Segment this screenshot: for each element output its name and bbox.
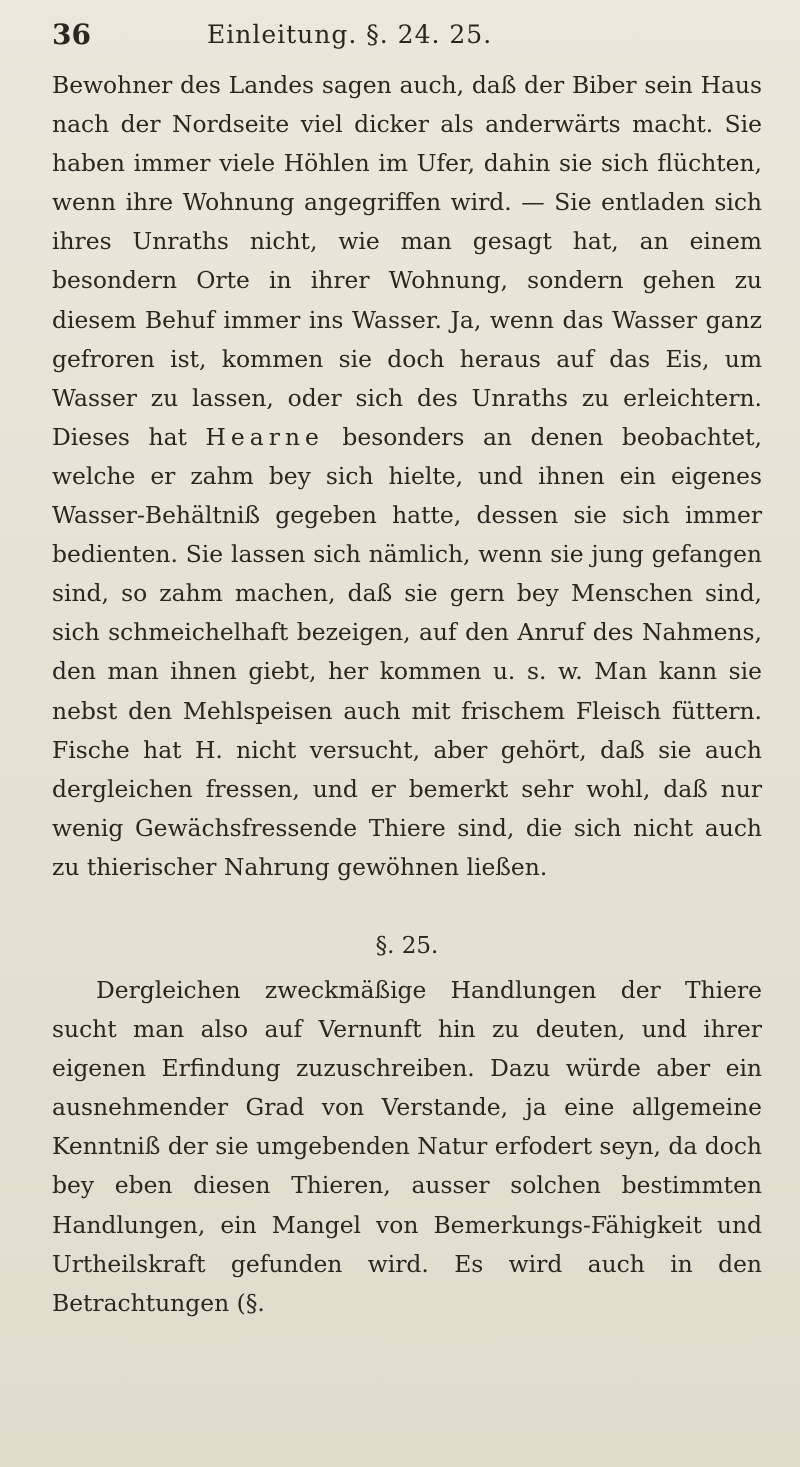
paragraph-1 bbox=[52, 66, 762, 887]
paragraph-2: Dergleichen zweckmäßige Handlungen der Thiere sucht man also auf Vernunft hin zu deuten, und ihrer eigenen Erfindung zuzuschreiben. Dazu würde aber ein ausnehmender Grad von Verstande, ja eine allgemeine Kenntniß der sie umgebenden Natur erfodert seyn, da doch bey eben diesen Thieren, ausser solchen bestimmten Handlungen, ein Mangel von Bemerkungs-Fähigkeit und Urtheilskraft gefunden wird. Es wird auch in den Betrachtungen (§. bbox=[52, 975, 762, 1317]
paragraph-1-text-b: besonders an denen beobachtet, welche er zahm bey sich hielte, und ihnen ein eigenes Wasser-Behältniß gegeben hatte, dessen sie sich immer bedienten. Sie lassen sich nämlich, wenn sie jung gefangen sind, so zahm machen, daß sie gern bey Menschen sind, sich schmeichelhaft bezeigen, auf den Anruf des Nahmens, den man ihnen giebt, her kommen u. s. w. Man kann sie nebst den Mehlspeisen auch mit frischem Fleisch füttern. Fische hat H. nicht versucht, aber gehört, daß sie auch dergleichen fressen, und er bemerkt sehr wohl, daß nur wenig Gewächsfressende Thiere sind, die sich nicht auch zu thierischer Nahrung gewöhnen ließen. bbox=[52, 422, 762, 881]
author-name-hearne: Hearne bbox=[205, 422, 324, 451]
section-heading: §. 25. bbox=[375, 932, 439, 959]
running-head: Einleitung. §. 24. 25. bbox=[207, 20, 493, 49]
page-header bbox=[52, 0, 762, 66]
page-number: 36 bbox=[52, 18, 91, 51]
paragraph-1-text-a: Bewohner des Landes sagen auch, daß der Biber sein Haus nach der Nordseite viel dicker als anderwärts macht. Sie haben immer viele Höhlen im Ufer, dahin sie sich flüchten, wenn ihre Wohnung angegriffen wird. — Sie entladen sich ihres Unraths nicht, wie man gesagt hat, an einem besondern Orte in ihrer Wohnung, sondern gehen zu diesem Behuf immer ins Wasser. Ja, wenn das Wasser ganz gefroren ist, kommen sie doch heraus auf das Eis, um Wasser zu lassen, oder sich des Unraths zu erleichtern. Dieses hat bbox=[52, 71, 762, 451]
